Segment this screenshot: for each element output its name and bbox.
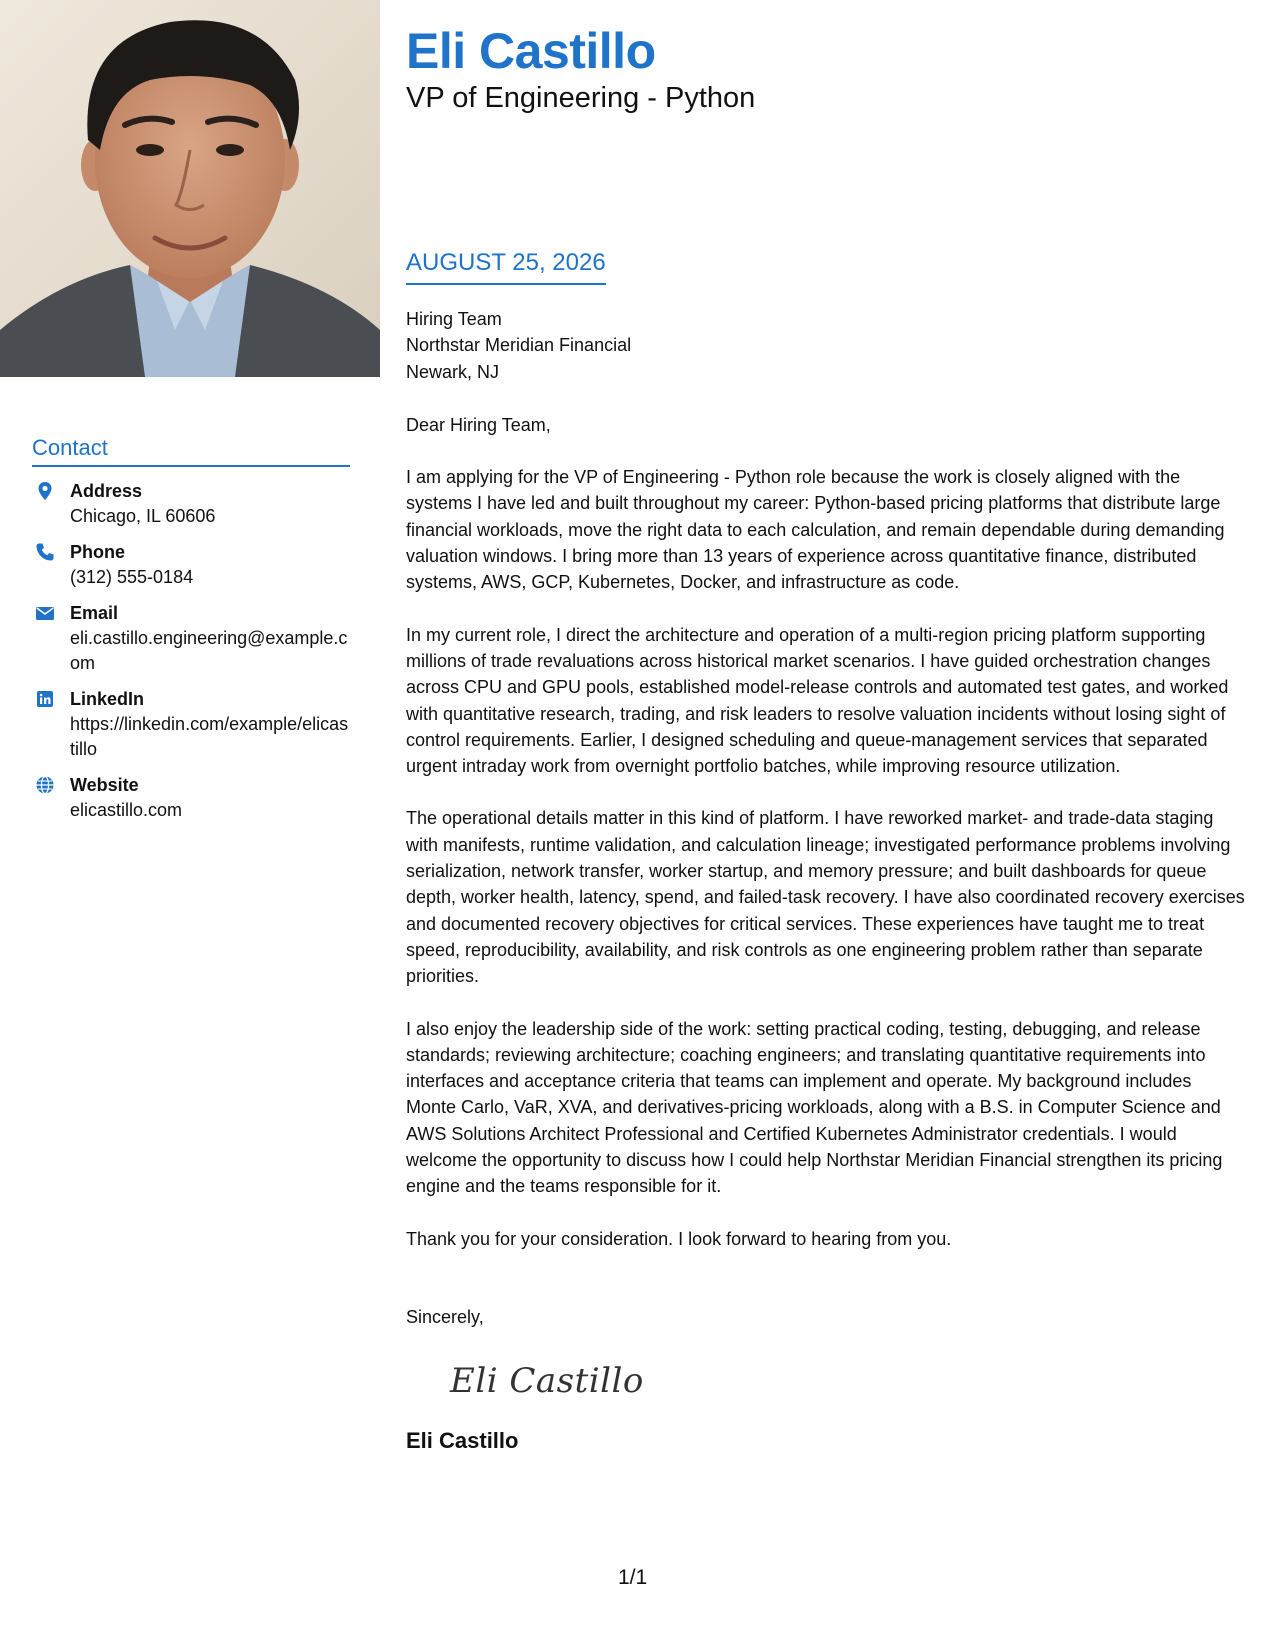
letter-date: AUGUST 25, 2026 bbox=[406, 248, 606, 285]
signer-name: Eli Castillo bbox=[406, 1428, 519, 1454]
sidebar bbox=[0, 0, 380, 1650]
recipient-line: Northstar Meridian Financial bbox=[406, 335, 632, 356]
closing: Sincerely, bbox=[406, 1306, 484, 1327]
phone-icon bbox=[35, 542, 55, 562]
linkedin-label: LinkedIn bbox=[70, 689, 145, 710]
address-label: Address bbox=[70, 481, 143, 502]
recipient-line: Hiring Team bbox=[406, 309, 502, 329]
linkedin-icon bbox=[35, 689, 55, 709]
contact-item-address bbox=[32, 479, 350, 529]
recipient-line: Newark, NJ bbox=[406, 361, 500, 382]
letter-body bbox=[406, 306, 1246, 1455]
address-value: Chicago, IL 60606 bbox=[70, 506, 216, 527]
location-pin-icon bbox=[35, 481, 55, 501]
paragraph: In my current role, I direct the architecture and operation of a multi-region pricing platform supporting millions of trade revaluations across historical market scenarios. I have guided orchestration changes across CPU and GPU pools, established model-release controls and automated test gates, and worked with quantitative research, trading, and risk leaders to resolve valuation incidents without losing sight of control requirements. Earlier, I designed scheduling and queue-management services that separated urgent intraday work from overnight portfolio batches, while improving resource utilization. bbox=[406, 624, 1229, 777]
paragraph: I am applying for the VP of Engineering - Python role because the work is closely aligned with the systems I have led and built throughout my career: Python-based pricing platforms that distribute large financial workloads, move the right data to each calculation, and remain dependable during demanding valuation windows. I bring more than 13 years of experience across quantitative finance, distributed systems, AWS, GCP, Kubernetes, Docker, and infrastructure as code. bbox=[406, 467, 1225, 593]
phone-label: Phone bbox=[70, 542, 126, 563]
header bbox=[406, 22, 1246, 116]
profile-photo bbox=[0, 0, 380, 377]
phone-value: (312) 555-0184 bbox=[70, 567, 194, 588]
handwritten-signature bbox=[448, 1352, 1246, 1408]
envelope-icon bbox=[35, 603, 55, 623]
contact-heading: Contact bbox=[32, 435, 350, 467]
contact-item-phone bbox=[32, 540, 350, 590]
paragraph: Thank you for your consideration. I look forward to hearing from you. bbox=[406, 1228, 952, 1249]
contact-item-website bbox=[32, 773, 350, 823]
job-title: VP of Engineering - Python bbox=[406, 82, 756, 114]
linkedin-value[interactable]: https://linkedin.com/example/elicastillo bbox=[70, 714, 349, 760]
contact-item-email bbox=[32, 601, 350, 676]
contact-list bbox=[32, 479, 350, 823]
contact-section bbox=[32, 435, 350, 834]
paragraph: I also enjoy the leadership side of the work: setting practical coding, testing, debugging, and release standards; reviewing architecture; coaching engineers; and translating quantitative requirements into interfaces and acceptance criteria that teams can implement and operate. My background includes Monte Carlo, VaR, XVA, and derivatives-pricing workloads, along with a B.S. in Computer Science and AWS Solutions Architect Professional and Certified Kubernetes Administrator credentials. I would welcome the opportunity to discuss how I could help Northstar Meridian Financial strengthen its pricing engine and the teams responsible for it. bbox=[406, 1018, 1223, 1197]
email-value[interactable]: eli.castillo.engineering@example.com bbox=[70, 628, 348, 674]
email-label: Email bbox=[70, 603, 119, 624]
globe-icon bbox=[35, 775, 55, 795]
svg-text:Eli Castillo: Eli Castillo bbox=[450, 1361, 644, 1402]
website-value[interactable]: elicastillo.com bbox=[70, 800, 183, 821]
paragraph: The operational details matter in this kind of platform. I have reworked market- and trade-data staging with manifests, runtime validation, and calculation lineage; investigated performance problems involving serialization, network transfer, worker startup, and memory pressure; and built dashboards for queue depth, worker health, latency, spend, and failed-task recovery. I have also coordinated recovery exercises and documented recovery objectives for critical services. These experiences have taught me to treat speed, reproducibility, availability, and risk controls as one engineering problem rather than separate priorities. bbox=[406, 808, 1245, 987]
contact-item-linkedin bbox=[32, 687, 350, 762]
website-label: Website bbox=[70, 775, 139, 796]
greeting: Dear Hiring Team, bbox=[406, 414, 551, 435]
recipient-block bbox=[406, 306, 1246, 385]
applicant-name: Eli Castillo bbox=[406, 23, 656, 79]
page-number: 1/1 bbox=[618, 1566, 648, 1589]
